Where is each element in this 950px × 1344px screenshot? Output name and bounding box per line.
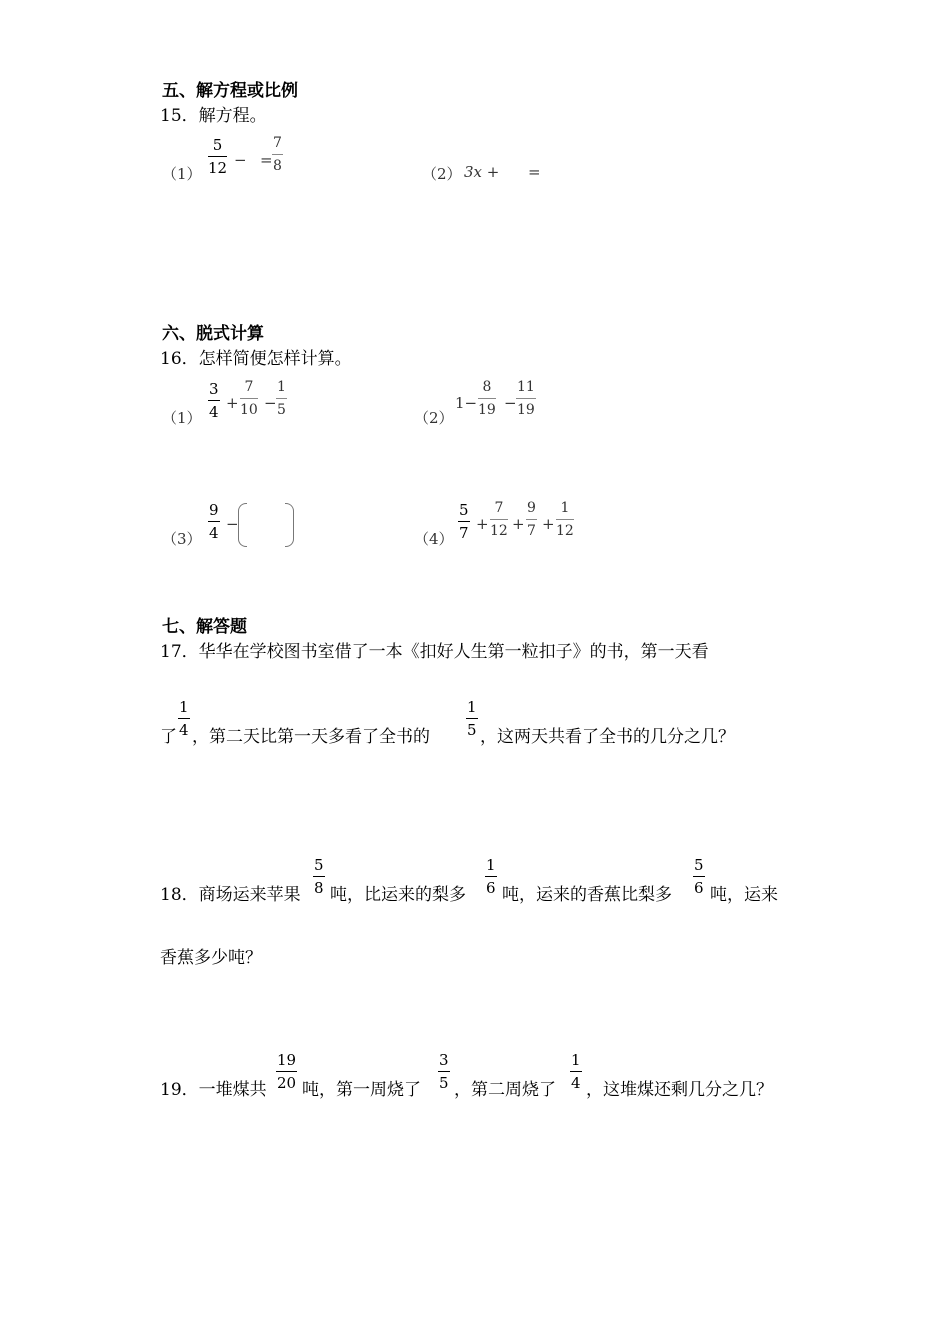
denominator: 4 [179, 721, 189, 739]
q15-p2-equals: = [528, 163, 541, 181]
q16-p2-fraction-2 [516, 378, 536, 419]
q16-p2-label: （2） [414, 409, 454, 427]
denominator: 12 [490, 523, 508, 539]
q16-p3-label: （3） [162, 530, 202, 548]
q15-p2-expression: 3x + [464, 163, 500, 181]
q16-p1-minus: − [264, 394, 277, 412]
numerator: 7 [272, 134, 283, 155]
denominator: 6 [694, 879, 704, 897]
denominator: 10 [240, 402, 258, 418]
q16-p1-fraction-3 [276, 378, 287, 419]
q17-text-2: ，第二天比第一天多看了全书的 [192, 727, 430, 747]
numerator: 5 [693, 856, 705, 877]
q16-p4-plus-3: + [542, 515, 555, 533]
q16-p1-label: （1） [162, 409, 202, 427]
q17-fraction-1 [178, 698, 190, 739]
denominator: 19 [478, 402, 496, 418]
q15-p1-fraction-1 [208, 136, 227, 177]
q18-fraction-3 [693, 856, 705, 897]
denominator: 5 [277, 402, 286, 418]
numerator: 5 [208, 136, 227, 157]
q19-fraction-2 [438, 1051, 450, 1092]
numerator: 5 [458, 501, 470, 522]
numerator: 5 [313, 856, 325, 877]
q19-fraction-3 [570, 1051, 582, 1092]
numerator: 8 [478, 378, 496, 399]
numerator: 9 [208, 501, 220, 522]
q17-text-1: 了 [160, 727, 177, 747]
question-15-title: 15．解方程。 [160, 106, 267, 126]
denominator: 6 [486, 879, 496, 897]
q19-fraction-1 [276, 1051, 297, 1092]
q15-p1-minus: − [234, 151, 247, 169]
numerator: 1 [556, 499, 574, 520]
q18-text-3: 吨，运来的香蕉比梨多 [502, 885, 672, 905]
q16-p1-fraction-2 [240, 378, 258, 419]
q16-p4-fraction-2 [490, 499, 508, 540]
numerator: 9 [526, 499, 537, 520]
q18-line-2: 香蕉多少吨？ [160, 948, 262, 968]
question-17-line-1: 17．华华在学校图书室借了一本《扣好人生第一粒扣子》的书，第一天看 [160, 642, 709, 662]
q15-p1-fraction-2 [272, 134, 283, 175]
numerator: 7 [240, 378, 258, 399]
numerator: 3 [208, 380, 220, 401]
q19-text-2: 吨，第一周烧了 [302, 1080, 421, 1100]
denominator: 12 [556, 523, 574, 539]
q15-p2-label: （2） [422, 165, 462, 183]
q16-p1-fraction-1 [208, 380, 220, 421]
q16-p1-plus: + [226, 394, 239, 412]
q16-p3-fraction-1 [208, 501, 220, 542]
q16-p3-parentheses [238, 503, 294, 545]
q19-text-4: ，这堆煤还剩几分之几？ [586, 1080, 773, 1100]
question-16-title: 16．怎样简便怎样计算。 [160, 349, 352, 369]
q16-p4-plus-1: + [476, 515, 489, 533]
numerator: 1 [485, 856, 497, 877]
q18-fraction-1 [313, 856, 325, 897]
numerator: 3 [438, 1051, 450, 1072]
section-heading-7: 七、解答题 [162, 617, 247, 637]
q16-p4-fraction-1 [458, 501, 470, 542]
q16-p4-label: （4） [414, 530, 454, 548]
q17-fraction-2 [466, 698, 478, 739]
q16-p2-fraction-1 [478, 378, 496, 419]
denominator: 12 [208, 159, 228, 177]
q17-text-3: ，这两天共看了全书的几分之几？ [480, 727, 735, 747]
numerator: 1 [466, 698, 478, 719]
q19-text-3: ，第二周烧了 [454, 1080, 556, 1100]
q16-p4-fraction-4 [556, 499, 574, 540]
denominator: 8 [314, 879, 324, 897]
q18-text-1: 18．商场运来苹果 [160, 885, 301, 905]
denominator: 4 [209, 524, 219, 542]
denominator: 4 [209, 403, 219, 421]
numerator: 1 [276, 378, 287, 399]
right-paren [285, 503, 294, 547]
q19-text-1: 19．一堆煤共 [160, 1080, 267, 1100]
q16-p2-minus: − [504, 394, 517, 412]
denominator: 8 [273, 158, 282, 174]
q16-p2-lead: 1− [455, 394, 478, 412]
denominator: 7 [459, 524, 469, 542]
denominator: 5 [467, 721, 477, 739]
numerator: 1 [570, 1051, 582, 1072]
denominator: 20 [277, 1074, 297, 1092]
q16-p4-plus-2: + [512, 515, 525, 533]
q18-fraction-2 [485, 856, 497, 897]
q15-p1-label: （1） [162, 165, 202, 183]
numerator: 11 [516, 378, 536, 399]
denominator: 5 [439, 1074, 449, 1092]
denominator: 19 [517, 402, 535, 418]
numerator: 19 [276, 1051, 297, 1072]
numerator: 7 [490, 499, 508, 520]
numerator: 1 [178, 698, 190, 719]
section-heading-5: 五、解方程或比例 [162, 81, 298, 101]
section-heading-6: 六、脱式计算 [162, 324, 264, 344]
left-paren [238, 503, 247, 547]
q16-p4-fraction-3 [526, 499, 537, 540]
denominator: 4 [571, 1074, 581, 1092]
q16-p3-minus: − [226, 515, 239, 533]
denominator: 7 [527, 523, 536, 539]
q18-text-2: 吨，比运来的梨多 [330, 885, 466, 905]
q15-p1-equals: = [260, 151, 273, 169]
q18-text-4: 吨，运来 [710, 885, 778, 905]
